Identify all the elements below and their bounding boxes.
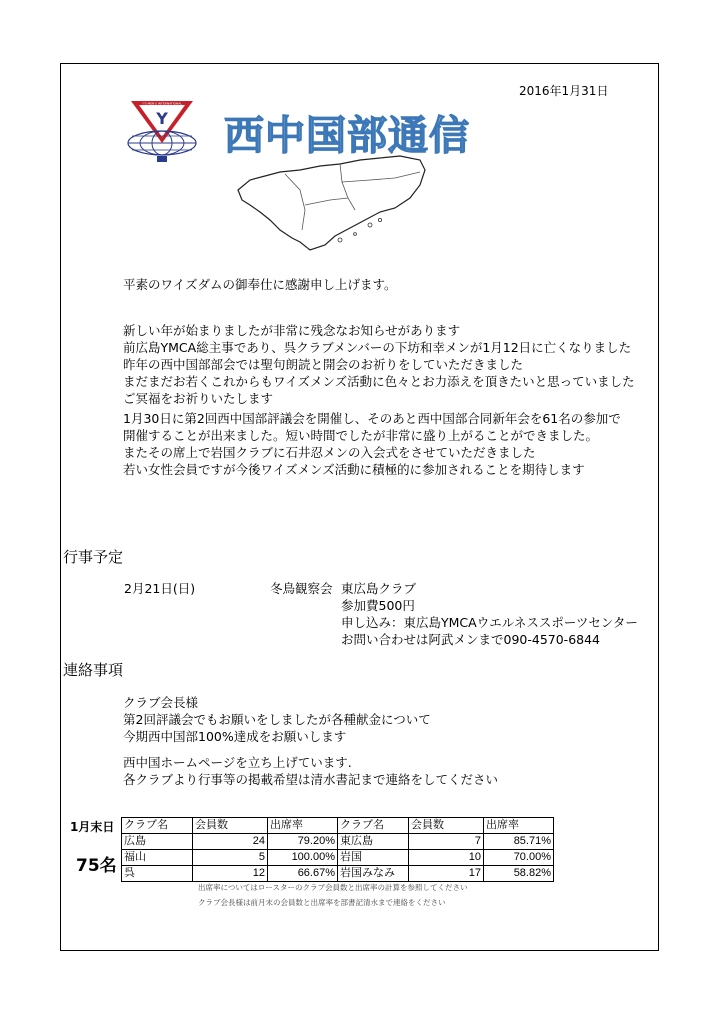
contact-heading: 連絡事項 [63, 661, 124, 679]
news-line: ご冥福をお祈りいたします [123, 391, 274, 406]
column-header: 会員数 [193, 818, 268, 834]
member-count: 10 [409, 850, 484, 866]
attendance-month-label: 1月末日 [70, 820, 115, 834]
schedule-detail: 申し込み：東広島YMCAウエルネススポーツセンター [341, 615, 638, 630]
column-header: 出席率 [268, 818, 338, 834]
contact-block-1 [123, 694, 431, 745]
club-name: 東広島 [338, 834, 409, 850]
schedule-detail: お問い合わせは阿武メンまで090-4570-6844 [341, 632, 601, 647]
report-line: 若い女性会員ですが今後ワイズメンズ活動に積極的に参加されることを期待します [123, 462, 585, 477]
report-line: 開催することが出来ました。短い時間でしたが非常に盛り上がることができました。 [123, 428, 599, 443]
logo-ring-text: Y'S MEN'S INTERNATIONAL [142, 101, 182, 106]
contact-line: 各クラブより行事等の掲載希望は清水書記まで連絡をしてください [123, 772, 499, 787]
news-line: 前広島YMCA総主事であり、呉クラブメンバーの下坊和幸メンが1月12日に亡くなりました [123, 340, 632, 355]
news-block [123, 322, 635, 407]
schedule-details [341, 580, 638, 648]
member-count: 12 [193, 866, 268, 882]
schedule-host: 東広島クラブ [341, 581, 417, 596]
column-header: 会員数 [409, 818, 484, 834]
report-line: 1月30日に第2回西中国部評議会を開催し、そのあと西中国部合同新年会を61名の参加で [123, 411, 621, 426]
svg-text:Y: Y [156, 109, 168, 128]
document-date: 2016年1月31日 [519, 84, 609, 98]
member-count: 24 [193, 834, 268, 850]
schedule-detail: 参加費500円 [341, 598, 415, 613]
table-header-row [122, 818, 554, 834]
contact-block-2 [123, 754, 498, 788]
attendance-total: 75名 [76, 856, 117, 876]
column-header: 出席率 [484, 818, 554, 834]
news-line: まだまだお若くこれからもワイズメンズ活動に色々とお力添えを頂きたいと思っていました [123, 374, 635, 389]
club-name: 福山 [122, 850, 193, 866]
newsletter-title: 西中国部通信 [224, 113, 470, 159]
table-row [122, 866, 554, 882]
contact-line: 西中国ホームページを立ち上げています. [123, 755, 352, 770]
column-header: クラブ名 [338, 818, 409, 834]
attendance-note: クラブ会長様は前月末の会員数と出席率を部書記清水まで連絡をください [198, 898, 446, 907]
ys-mens-logo [123, 99, 201, 163]
contact-line: 第2回評議会でもお願いをしましたが各種献金について [123, 712, 431, 727]
greeting: 平素のワイズダムの御奉仕に感謝申し上げます。 [123, 277, 397, 292]
attendance-rate: 85.71% [484, 834, 554, 850]
chugoku-map-icon [230, 150, 430, 260]
club-name: 広島 [122, 834, 193, 850]
column-header: クラブ名 [122, 818, 193, 834]
contact-line: 今期西中国部100%達成をお願いします [123, 729, 347, 744]
attendance-rate: 79.20% [268, 834, 338, 850]
schedule-heading: 行事予定 [63, 548, 124, 566]
contact-line: クラブ会長様 [123, 695, 199, 710]
schedule-date: 2月21日(日) [124, 581, 196, 596]
attendance-rate: 100.00% [268, 850, 338, 866]
attendance-note: 出席率についてはロースターのクラブ会員数と出席率の計算を参照してください [198, 883, 468, 892]
news-line: 昨年の西中国部部会では聖句朗読と開会のお祈りをしていただきました [123, 357, 524, 372]
attendance-rate: 70.00% [484, 850, 554, 866]
report-block [123, 410, 621, 478]
member-count: 7 [409, 834, 484, 850]
table-row [122, 850, 554, 866]
member-count: 17 [409, 866, 484, 882]
schedule-event: 冬鳥観察会 [270, 581, 333, 596]
attendance-table [121, 817, 554, 882]
table-row [122, 834, 554, 850]
club-name: 岩国 [338, 850, 409, 866]
member-count: 5 [193, 850, 268, 866]
attendance-rate: 58.82% [484, 866, 554, 882]
report-line: またその席上で岩国クラブに石井忍メンの入会式をさせていただきました [123, 445, 536, 460]
news-line: 新しい年が始まりましたが非常に残念なお知らせがあります [123, 323, 461, 338]
attendance-rate: 66.67% [268, 866, 338, 882]
club-name: 岩国みなみ [338, 866, 409, 882]
club-name: 呉 [122, 866, 193, 882]
